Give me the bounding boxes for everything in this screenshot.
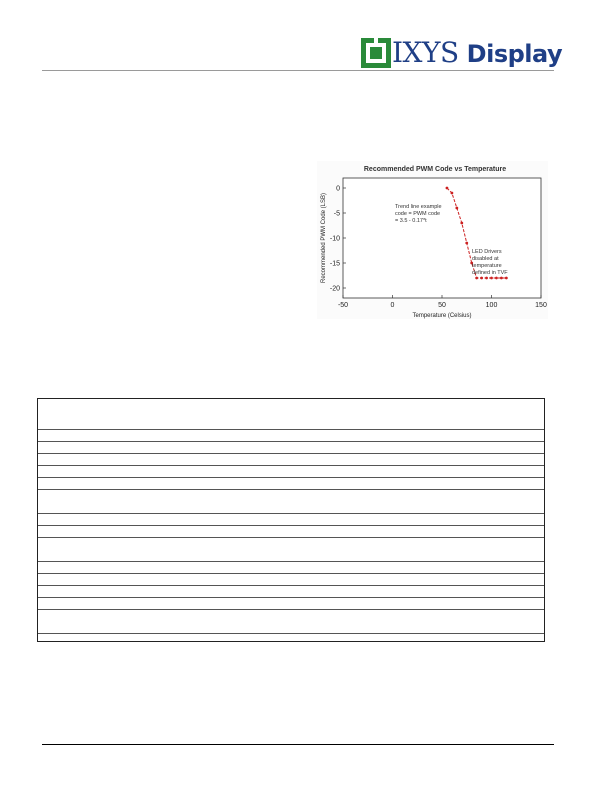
- series-0-point-6: [475, 277, 478, 280]
- brand-name: IXYS: [392, 36, 459, 69]
- header-divider: [42, 70, 554, 71]
- x-tick-label-0: -50: [337, 302, 349, 309]
- table-row-divider: [38, 465, 544, 466]
- footer-divider: [42, 744, 554, 745]
- series-0-point-12: [505, 277, 508, 280]
- chart-title: Recommended PWM Code vs Temperature: [363, 166, 507, 173]
- table-row-divider: [38, 609, 544, 610]
- series-0-point-4: [465, 242, 468, 245]
- ixys-logo-mark-icon: [361, 38, 391, 68]
- chart-annotation-1-line-2: temperature: [472, 263, 502, 269]
- y-axis-label: Recommended PWM Code (LSB): [321, 192, 327, 284]
- y-tick-label-4: -20: [329, 285, 340, 293]
- chart-annotation-0-line-1: code = PWM code: [395, 211, 441, 217]
- chart-annotation-1-line-3: defined in TVF: [472, 270, 508, 276]
- x-tick-label-2: 50: [438, 302, 446, 309]
- table-row-divider: [38, 585, 544, 586]
- chart-annotation-1-line-1: disabled at: [472, 256, 499, 262]
- series-0-point-10: [495, 277, 498, 280]
- x-tick-label-1: 0: [390, 302, 395, 309]
- series-0-point-8: [485, 277, 488, 280]
- x-tick-label-4: 150: [535, 302, 547, 309]
- table-row-divider: [38, 597, 544, 598]
- y-tick-label-0: 0: [336, 185, 340, 193]
- x-axis-label: Temperature (Celsius): [412, 313, 472, 319]
- series-0-point-2: [455, 207, 458, 210]
- brand-suffix: Display: [466, 40, 563, 68]
- series-0-point-11: [500, 277, 503, 280]
- table-row-divider: [38, 573, 544, 574]
- table-row-divider: [38, 489, 544, 490]
- spec-table: [37, 398, 545, 642]
- logo-text: [392, 36, 562, 69]
- pwm-temperature-chart: [317, 161, 548, 319]
- chart-annotation-0-line-0: Trend line example: [395, 204, 442, 210]
- x-tick-label-3: 100: [485, 302, 498, 309]
- table-row-divider: [38, 633, 544, 634]
- table-row-divider: [38, 441, 544, 442]
- chart-annotation-1-line-0: LED Drivers: [472, 249, 502, 255]
- series-0-point-3: [460, 222, 463, 225]
- series-0-point-0: [446, 187, 449, 190]
- y-tick-label-3: -15: [329, 260, 340, 268]
- y-tick-label-2: -10: [329, 235, 340, 243]
- series-0-point-1: [451, 192, 454, 195]
- table-row-divider: [38, 429, 544, 430]
- table-row-divider: [38, 453, 544, 454]
- table-row-divider: [38, 513, 544, 514]
- series-0-point-9: [490, 277, 493, 280]
- table-row-divider: [38, 477, 544, 478]
- chart-svg: [317, 161, 548, 319]
- table-row-divider: [38, 561, 544, 562]
- y-tick-label-1: -5: [333, 210, 340, 218]
- table-row-divider: [38, 537, 544, 538]
- chart-annotation-0-line-2: = 3.5 - 0.17*t: [395, 218, 427, 224]
- series-0-point-7: [480, 277, 483, 280]
- table-row-divider: [38, 525, 544, 526]
- plot-area: [343, 178, 541, 298]
